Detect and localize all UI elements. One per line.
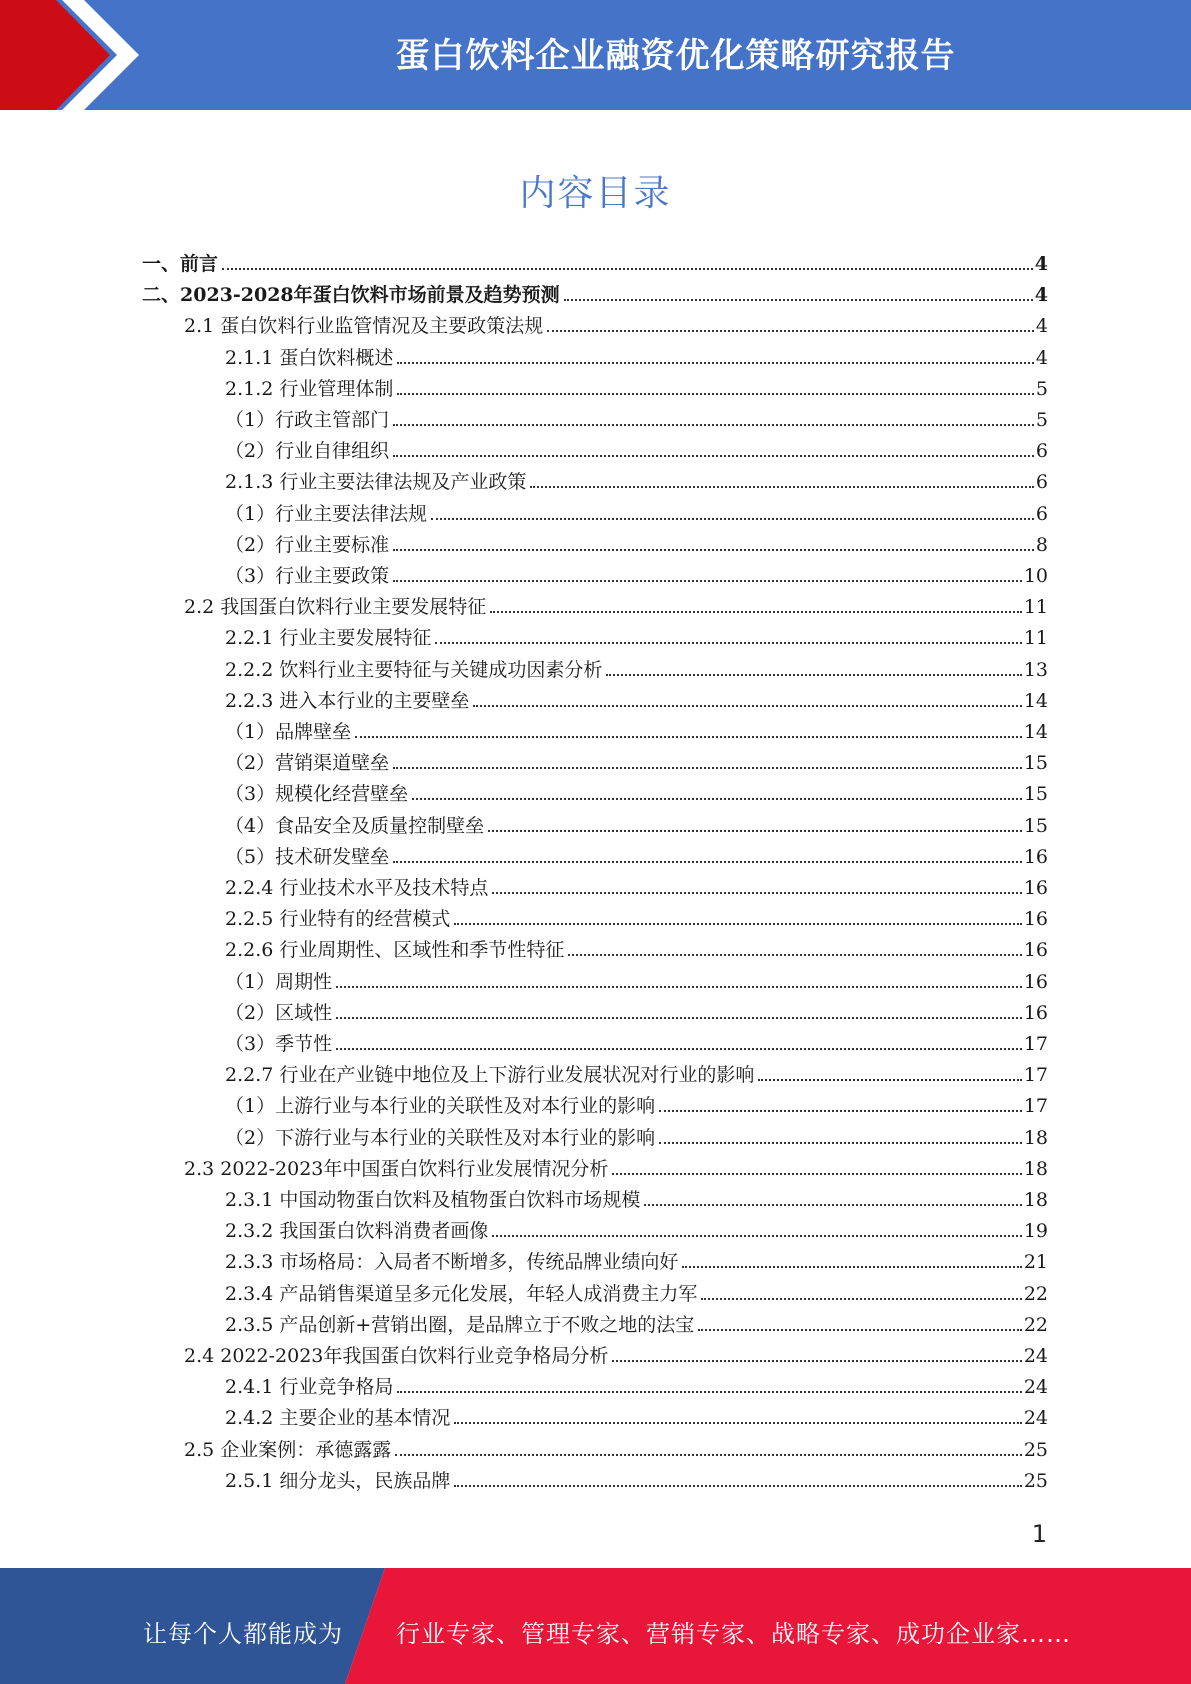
toc-entry-title: 2.4.1 行业竞争格局 bbox=[225, 1376, 394, 1399]
toc-entry[interactable] bbox=[225, 1367, 1048, 1398]
toc-leader-dots bbox=[612, 1173, 1021, 1175]
toc-leader-dots bbox=[397, 393, 1034, 395]
toc-heading: 内容目录 bbox=[519, 173, 672, 214]
toc-entry-page: 4 bbox=[1035, 315, 1048, 338]
toc-entry-title: 2.2.5 行业特有的经营模式 bbox=[225, 908, 451, 931]
toc-entry-title: 2.2.2 饮料行业主要特征与关键成功因素分析 bbox=[225, 658, 603, 681]
toc-entry[interactable] bbox=[225, 338, 1048, 369]
toc-entry[interactable] bbox=[225, 650, 1048, 681]
toc-entry-page: 24 bbox=[1023, 1376, 1048, 1399]
toc-entry-page: 13 bbox=[1023, 658, 1048, 681]
toc-entry-page: 22 bbox=[1023, 1282, 1048, 1305]
toc-leader-dots bbox=[397, 362, 1034, 364]
toc-entry-page: 17 bbox=[1023, 1095, 1048, 1118]
toc-entry[interactable] bbox=[225, 681, 1048, 712]
toc-entry-page: 18 bbox=[1023, 1157, 1048, 1180]
toc-entry[interactable] bbox=[225, 1211, 1048, 1242]
toc-leader-dots bbox=[222, 268, 1033, 270]
toc-entry-title: （1）上游行业与本行业的关联性及对本行业的影响 bbox=[225, 1095, 656, 1118]
toc-entry[interactable] bbox=[225, 774, 1048, 805]
toc-leader-dots bbox=[698, 1329, 1022, 1331]
toc-leader-dots bbox=[488, 830, 1022, 832]
toc-leader-dots bbox=[547, 330, 1034, 332]
toc-entry-title: （3）规模化经营壁垒 bbox=[225, 783, 409, 806]
toc-entry[interactable] bbox=[225, 837, 1048, 868]
page-number: 1 bbox=[1031, 1520, 1047, 1548]
toc-entry[interactable] bbox=[184, 1430, 1048, 1461]
toc-entry-title: 2.2.7 行业在产业链中地位及上下游行业发展状况对行业的影响 bbox=[225, 1064, 755, 1087]
footer-slogan-left: 让每个人都能成为 bbox=[143, 1620, 343, 1648]
toc-entry-page: 11 bbox=[1023, 596, 1048, 619]
header-arrow-decoration bbox=[0, 0, 160, 110]
toc-entry[interactable] bbox=[225, 743, 1048, 774]
toc-leader-dots bbox=[606, 674, 1021, 676]
toc-entry-page: 16 bbox=[1023, 1001, 1048, 1024]
toc-entry-page: 15 bbox=[1023, 814, 1048, 837]
header-banner bbox=[0, 0, 1191, 110]
toc-entry-title: 2.3.5 产品创新+营销出圈，是品牌立于不败之地的法宝 bbox=[225, 1313, 695, 1336]
toc-leader-dots bbox=[454, 923, 1021, 925]
toc-leader-dots bbox=[564, 299, 1033, 301]
toc-entry[interactable] bbox=[225, 806, 1048, 837]
toc-entry-page: 15 bbox=[1023, 783, 1048, 806]
toc-entry[interactable] bbox=[225, 618, 1048, 649]
toc-entry-page: 5 bbox=[1035, 377, 1048, 400]
toc-entry[interactable] bbox=[225, 1024, 1048, 1055]
toc-entry-page: 6 bbox=[1035, 471, 1048, 494]
toc-entry[interactable] bbox=[225, 712, 1048, 743]
toc-entry-title: 2.1.1 蛋白饮料概述 bbox=[225, 346, 394, 369]
toc-leader-dots bbox=[412, 798, 1022, 800]
toc-entry-title: （2）下游行业与本行业的关联性及对本行业的影响 bbox=[225, 1126, 656, 1149]
toc-leader-dots bbox=[758, 1079, 1021, 1081]
toc-entry-page: 17 bbox=[1023, 1064, 1048, 1087]
toc-entry-title: （5）技术研发壁垒 bbox=[225, 845, 390, 868]
toc-entry-page: 4 bbox=[1034, 253, 1048, 275]
toc-entry[interactable] bbox=[225, 369, 1048, 400]
toc-entry-page: 25 bbox=[1023, 1469, 1048, 1492]
toc-entry[interactable] bbox=[225, 1461, 1048, 1492]
toc-entry[interactable] bbox=[225, 868, 1048, 899]
toc-entry-page: 16 bbox=[1023, 877, 1048, 899]
toc-leader-dots bbox=[431, 518, 1034, 520]
toc-leader-dots bbox=[454, 1422, 1021, 1424]
toc-leader-dots bbox=[530, 486, 1034, 488]
toc-entry-title: （3）行业主要政策 bbox=[225, 565, 390, 587]
toc-leader-dots bbox=[393, 549, 1034, 551]
toc-entry-page: 5 bbox=[1035, 409, 1048, 431]
toc-entry-title: 2.4 2022-2023年我国蛋白饮料行业竞争格局分析 bbox=[184, 1345, 609, 1367]
toc-leader-dots bbox=[397, 1391, 1021, 1393]
toc-entry-page: 21 bbox=[1023, 1251, 1048, 1274]
toc-leader-dots bbox=[701, 1298, 1021, 1300]
toc-entry[interactable] bbox=[225, 962, 1048, 993]
toc-entry-title: （1）行业主要法律法规 bbox=[225, 502, 428, 525]
toc-entry-page: 17 bbox=[1023, 1033, 1048, 1055]
toc-entry-title: （1）行政主管部门 bbox=[225, 409, 390, 431]
toc-entry-title: 2.5 企业案例：承德露露 bbox=[184, 1438, 392, 1461]
toc-entry-page: 11 bbox=[1023, 627, 1048, 650]
toc-leader-dots bbox=[644, 1204, 1021, 1206]
toc-entry-page: 24 bbox=[1023, 1345, 1048, 1367]
toc-entry-title: 2.2.1 行业主要发展特征 bbox=[225, 627, 432, 650]
toc-leader-dots bbox=[336, 1017, 1022, 1019]
toc-entry-page: 16 bbox=[1023, 939, 1048, 962]
toc-entry-title: 2.3.4 产品销售渠道呈多元化发展，年轻人成消费主力军 bbox=[225, 1282, 698, 1305]
toc-entry-title: （2）行业主要标准 bbox=[225, 533, 390, 556]
toc-entry-title: 2.1.2 行业管理体制 bbox=[225, 377, 394, 400]
toc-leader-dots bbox=[435, 642, 1021, 644]
toc-entry[interactable] bbox=[225, 1180, 1048, 1211]
toc-leader-dots bbox=[454, 1485, 1021, 1487]
toc-entry[interactable] bbox=[225, 556, 1048, 587]
toc-entry-page: 16 bbox=[1023, 845, 1048, 868]
toc-entry[interactable] bbox=[225, 1274, 1048, 1305]
toc-leader-dots bbox=[659, 1142, 1022, 1144]
report-title: 蛋白饮料企业融资优化策略研究报告 bbox=[395, 36, 956, 76]
toc-entry-page: 4 bbox=[1035, 346, 1048, 369]
toc-entry-page: 16 bbox=[1023, 908, 1048, 931]
toc-entry-title: 2.4.2 主要企业的基本情况 bbox=[225, 1407, 451, 1430]
toc-leader-dots bbox=[682, 1266, 1021, 1268]
toc-leader-dots bbox=[336, 1048, 1022, 1050]
toc-entry-title: （3）季节性 bbox=[225, 1033, 333, 1055]
toc-entry[interactable] bbox=[184, 1336, 1048, 1367]
toc-entry-page: 10 bbox=[1023, 565, 1048, 587]
toc-entry-page: 4 bbox=[1034, 284, 1048, 307]
toc-entry-title: （2）行业自律组织 bbox=[225, 440, 390, 463]
toc-leader-dots bbox=[490, 611, 1022, 613]
toc-leader-dots bbox=[473, 705, 1021, 707]
toc-entry[interactable] bbox=[225, 431, 1048, 462]
toc-entry-page: 8 bbox=[1035, 533, 1048, 556]
toc-entry[interactable] bbox=[225, 1242, 1048, 1273]
toc-entry-page: 24 bbox=[1023, 1407, 1048, 1430]
toc-leader-dots bbox=[659, 1110, 1022, 1112]
toc-entry[interactable] bbox=[184, 1149, 1048, 1180]
toc-entry-title: （1）品牌壁垒 bbox=[225, 721, 352, 743]
toc-entry-title: 2.3.3 市场格局：入局者不断增多，传统品牌业绩向好 bbox=[225, 1251, 679, 1274]
footer-banner bbox=[0, 1568, 1191, 1684]
toc-leader-dots bbox=[395, 1454, 1022, 1456]
toc-entry[interactable] bbox=[142, 244, 1048, 275]
toc-entry-page: 14 bbox=[1023, 689, 1048, 712]
toc-entry-title: 2.3.1 中国动物蛋白饮料及植物蛋白饮料市场规模 bbox=[225, 1189, 641, 1211]
toc-entry-title: 2.1 蛋白饮料行业监管情况及主要政策法规 bbox=[184, 315, 544, 338]
toc-entry-title: （2）区域性 bbox=[225, 1001, 333, 1024]
toc-entry-page: 18 bbox=[1023, 1189, 1048, 1211]
toc-leader-dots bbox=[393, 455, 1034, 457]
toc-entry-title: 一、前言 bbox=[142, 253, 219, 275]
toc-entry-page: 6 bbox=[1035, 440, 1048, 463]
toc-entry-page: 16 bbox=[1023, 970, 1048, 993]
toc-entry[interactable] bbox=[225, 1118, 1048, 1149]
toc-entry-title: 2.1.3 行业主要法律法规及产业政策 bbox=[225, 471, 527, 494]
toc-entry[interactable] bbox=[225, 1055, 1048, 1086]
toc-entry-page: 14 bbox=[1023, 721, 1048, 743]
toc-leader-dots bbox=[336, 986, 1022, 988]
toc-leader-dots bbox=[568, 954, 1021, 956]
toc-leader-dots bbox=[492, 892, 1021, 894]
toc-entry[interactable] bbox=[225, 462, 1048, 493]
toc-entry[interactable] bbox=[225, 899, 1048, 930]
toc-entry-title: 2.5.1 细分龙头，民族品牌 bbox=[225, 1469, 451, 1492]
toc-entry-page: 18 bbox=[1023, 1126, 1048, 1149]
toc-leader-dots bbox=[393, 767, 1022, 769]
toc-entry[interactable] bbox=[225, 930, 1048, 961]
toc-entry[interactable] bbox=[225, 1305, 1048, 1336]
toc-entry[interactable] bbox=[225, 1086, 1048, 1117]
toc-entry[interactable] bbox=[184, 306, 1048, 337]
toc-entry-title: （4）食品安全及质量控制壁垒 bbox=[225, 814, 485, 837]
toc-entry-title: 2.3.2 我国蛋白饮料消费者画像 bbox=[225, 1220, 489, 1243]
toc-entry[interactable] bbox=[225, 525, 1048, 556]
toc-leader-dots bbox=[393, 861, 1022, 863]
toc-leader-dots bbox=[393, 580, 1022, 582]
toc-entry[interactable] bbox=[225, 494, 1048, 525]
toc-leader-dots bbox=[612, 1360, 1021, 1362]
toc-entry-page: 19 bbox=[1023, 1220, 1048, 1243]
toc-entry-title: （1）周期性 bbox=[225, 970, 333, 993]
toc-entry[interactable] bbox=[225, 400, 1048, 431]
toc-entry[interactable] bbox=[184, 587, 1048, 618]
toc-entry-title: 2.2.4 行业技术水平及技术特点 bbox=[225, 877, 489, 899]
toc-entry-page: 25 bbox=[1023, 1438, 1048, 1461]
toc-entry-page: 22 bbox=[1023, 1313, 1048, 1336]
toc-entry-page: 15 bbox=[1023, 752, 1048, 775]
toc-entry[interactable] bbox=[225, 1398, 1048, 1429]
toc-entry-title: 二、2023-2028年蛋白饮料市场前景及趋势预测 bbox=[142, 284, 560, 307]
toc-entry-title: （2）营销渠道壁垒 bbox=[225, 752, 390, 775]
toc-leader-dots bbox=[355, 736, 1022, 738]
toc-entry-page: 6 bbox=[1035, 502, 1048, 525]
toc-entry-title: 2.2.6 行业周期性、区域性和季节性特征 bbox=[225, 939, 565, 962]
toc-leader-dots bbox=[393, 424, 1034, 426]
footer-slogan-right: 行业专家、管理专家、营销专家、战略专家、成功企业家…… bbox=[396, 1620, 1071, 1648]
toc-leader-dots bbox=[492, 1235, 1021, 1237]
toc-entry[interactable] bbox=[142, 275, 1048, 306]
toc-entry[interactable] bbox=[225, 993, 1048, 1024]
toc-entry-title: 2.2.3 进入本行业的主要壁垒 bbox=[225, 689, 470, 712]
toc-entry-title: 2.3 2022-2023年中国蛋白饮料行业发展情况分析 bbox=[184, 1157, 609, 1180]
toc-entry-title: 2.2 我国蛋白饮料行业主要发展特征 bbox=[184, 596, 487, 619]
